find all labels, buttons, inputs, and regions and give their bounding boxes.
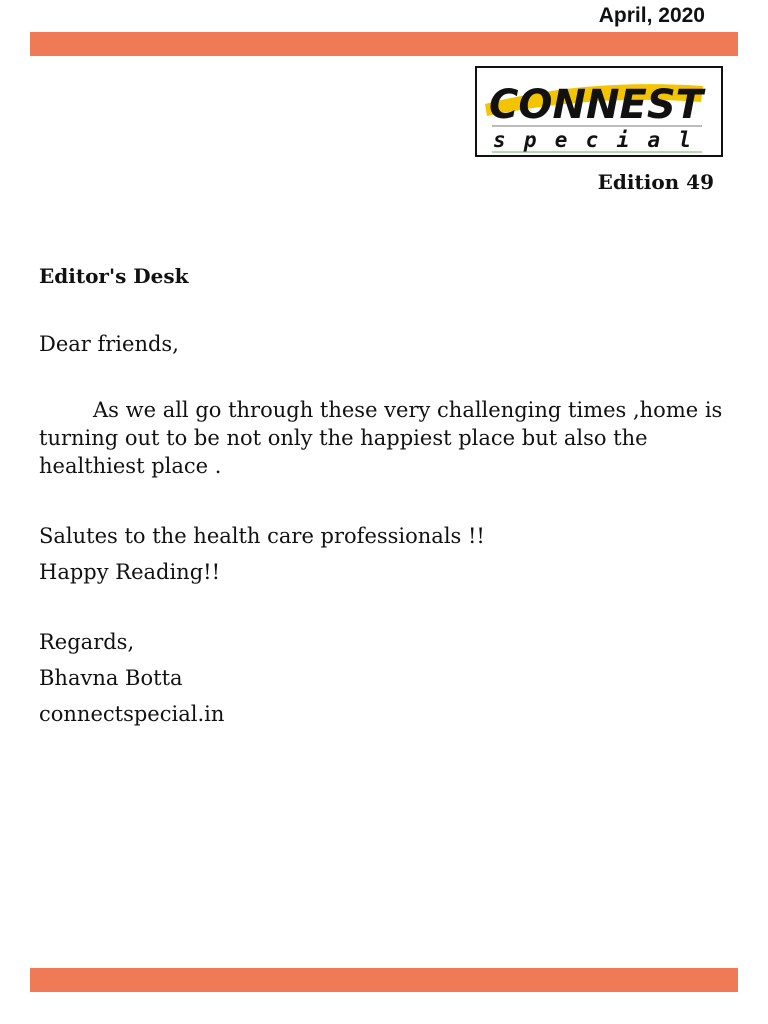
svg-text:special: special [493, 128, 691, 152]
svg-text:CONNEST: CONNEST [489, 82, 706, 128]
edition-number: Edition 49 [597, 170, 714, 194]
letter-website: connectspecial.in [39, 702, 225, 726]
letter-closing: Regards, [39, 630, 135, 654]
editors-letter [39, 262, 739, 728]
letter-heading: Editor's Desk [39, 264, 189, 288]
bottom-accent-band [30, 968, 738, 992]
logo-graphic [477, 68, 721, 155]
top-accent-band [30, 32, 738, 56]
letter-body: As we all go through these very challenging times ,home is turning out to be not only the happiest place but also the healthiest place . [39, 398, 723, 478]
letter-salute: Salutes to the health care professionals !! [39, 524, 485, 548]
issue-date: April, 2020 [598, 4, 705, 27]
connect-special-logo [475, 66, 723, 157]
letter-greeting: Dear friends, [39, 332, 179, 356]
letter-happy-reading: Happy Reading!! [39, 560, 221, 584]
letter-signature: Bhavna Botta [39, 666, 183, 690]
